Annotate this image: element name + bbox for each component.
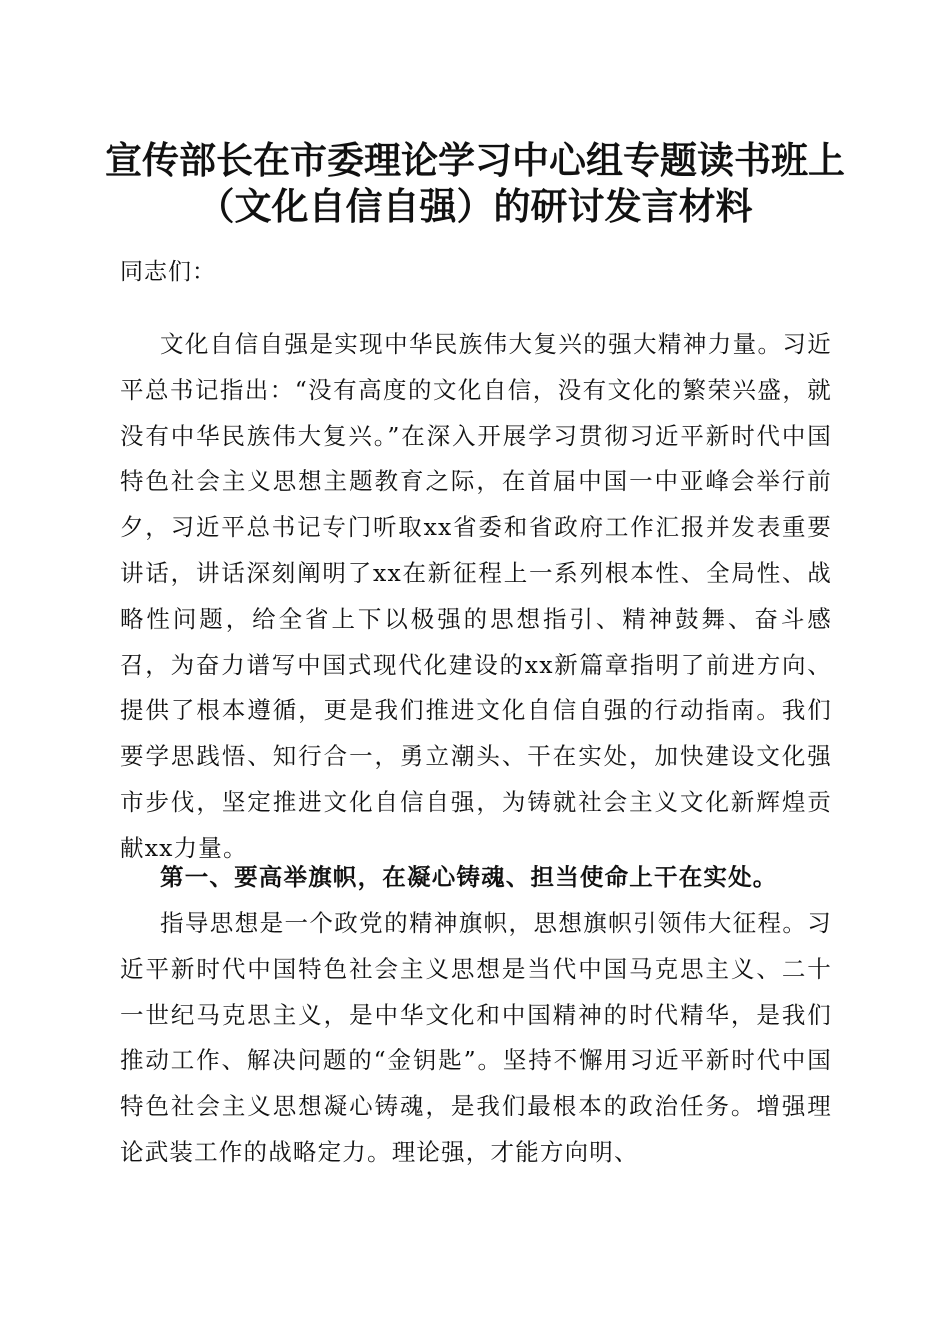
section-heading-1: 第一、要高举旗帜，在凝心铸魂、担当使命上干在实处。 <box>160 863 778 891</box>
document-title-line-1: 宣传部长在市委理论学习中心组专题读书班上 <box>105 138 845 182</box>
salutation: 同志们： <box>120 259 216 285</box>
paragraph-intro: 文化自信自强是实现中华民族伟大复兴的强大精神力量。习近平总书记指出：“没有高度的文化自信，没有文化的繁荣兴盛，就没有中华民族伟大复兴。”在深入开展学习贯彻习近平新时代中国特色社会主义思想主题教育之际，在首届中国一中亚峰会举行前夕，习近平总书记专门听取xx省委和省政府工作汇报并发表重要讲话，讲话深刻阐明了xx在新征程上一系列根本性、全局性、战略性问题，给全省上下以极强的思想指引、精神鼓舞、奋斗感召，为奋力谱写中国式现代化建设的xx新篇章指明了前进方向、提供了根本遵循，更是我们推进文化自信自强的行动指南。我们要学思践悟、知行合一，勇立潮头、干在实处，加快建设文化强市步伐，坚定推进文化自信自强，为铸就社会主义文化新辉煌贡献xx力量。 <box>120 330 832 862</box>
document-title-line-2: （文化自信自强）的研讨发言材料 <box>197 184 753 228</box>
paragraph-section-1: 指导思想是一个政党的精神旗帜，思想旗帜引领伟大征程。习近平新时代中国特色社会主义思想是当代中国马克思主义、二十一世纪马克思主义，是中华文化和中国精神的时代精华，是我们推动工作、解决问题的“金钥匙”。坚持不懈用习近平新时代中国特色社会主义思想凝心铸魂，是我们最根本的政治任务。增强理论武装工作的战略定力。理论强，才能方向明、 <box>120 909 832 1166</box>
